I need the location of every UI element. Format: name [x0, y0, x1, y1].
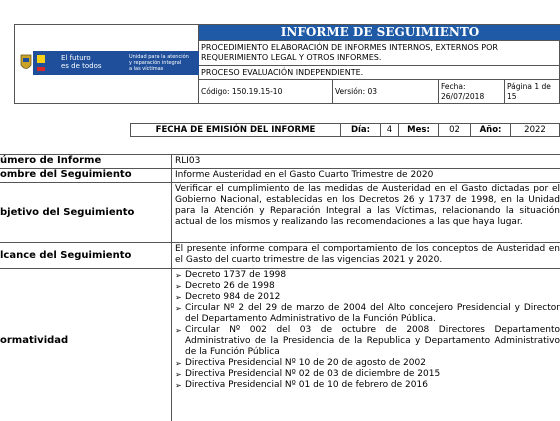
bullet-arrow-icon: ➢ — [175, 304, 182, 313]
scope-label: lcance del Seguimiento — [0, 243, 172, 269]
page-number: Página 1 de 15 — [507, 82, 551, 101]
document-code: Código: 150.19.15-10 — [199, 80, 333, 103]
day-label: Día: — [341, 124, 381, 136]
year-label: Año: — [471, 124, 511, 136]
regulation-item: ➢ Directiva Presidencial Nº 10 de 20 de agosto de 2002 — [175, 358, 426, 368]
regulation-item: ➢ Decreto 984 de 2012 — [175, 292, 281, 302]
regulations-label: ormatividad — [0, 269, 172, 421]
report-details-table — [0, 154, 560, 420]
document-version: Versión: 03 — [333, 80, 439, 103]
tracking-name-label: ombre del Seguimiento — [0, 169, 172, 183]
document-date: Fecha: 26/07/2018 — [439, 80, 505, 103]
bullet-arrow-icon: ➢ — [175, 359, 182, 368]
tracking-name-value: Informe Austeridad en el Gasto Cuarto Trimestre de 2020 — [172, 169, 560, 183]
report-number-value: RLI03 — [172, 155, 560, 169]
month-value: 02 — [439, 124, 471, 136]
procedure-name: PROCEDIMIENTO ELABORACIÓN DE INFORMES INTERNOS, EXTERNOS POR REQUERIMIENTO LEGAL Y OTROS INFORMES. — [199, 40, 560, 66]
day-value: 4 — [381, 124, 399, 136]
bullet-arrow-icon: ➢ — [175, 381, 182, 390]
objective-value: Verificar el cumplimiento de las medidas de Austeridad en el Gasto dictadas por el Gobierno Nacional, establecidas en los Decretos 26 y 1737 de 1998, en la Unidad para la Atención y Reparación Integral a las Víctimas, relacionando la situación actual de los mismos y realizando las recomendaciones a las que haya lugar. — [172, 183, 560, 243]
bullet-arrow-icon: ➢ — [175, 293, 182, 302]
logo-main-text: El futuro es de todos — [61, 54, 102, 70]
year-value: 2022 — [524, 125, 546, 135]
bullet-arrow-icon: ➢ — [175, 326, 182, 335]
emission-date-row — [130, 123, 560, 137]
logo-sub-text: Unidad para la atención y reparación integral a las víctimas — [129, 54, 189, 72]
flag-icon — [37, 55, 45, 71]
report-number-label: úmero de Informe — [0, 155, 172, 169]
regulation-item: ➢ Directiva Presidencial Nº 01 de 10 de febrero de 2016 — [175, 380, 428, 390]
regulation-item: ➢ Decreto 1737 de 1998 — [175, 270, 287, 280]
regulations-list — [172, 269, 560, 421]
bullet-arrow-icon: ➢ — [175, 271, 182, 280]
bullet-arrow-icon: ➢ — [175, 370, 182, 379]
regulation-item: ➢ Circular Nº 2 del 29 de marzo de 2004 del Alto concejero Presidencial y Director del Departamento Administrativo de la Función Pública. — [175, 303, 560, 324]
regulation-item: ➢ Directiva Presidencial Nº 02 de 03 de diciembre de 2015 — [175, 369, 441, 379]
objective-label: bjetivo del Seguimiento — [0, 183, 172, 243]
document-header — [14, 24, 560, 104]
emission-label: FECHA DE EMISIÓN DEL INFORME — [131, 124, 341, 136]
report-title: INFORME DE SEGUIMIENTO — [199, 25, 560, 40]
bullet-arrow-icon: ➢ — [175, 282, 182, 291]
process-name: PROCESO EVALUACIÓN INDEPENDIENTE. — [199, 66, 560, 80]
logo-cell — [15, 25, 199, 103]
logo-band — [33, 51, 199, 75]
coat-of-arms-icon — [19, 53, 33, 73]
regulation-item: ➢ Circular Nº 002 del 03 de octubre de 2008 Directores Departamento Administrativo de la Presidencia de la Republica y Departamento Administrativo de la Función Pública — [175, 325, 560, 357]
scope-value: El presente informe compara el comportamiento de los conceptos de Austeridad en el Gasto del cuarto trimestre de las vigencias 2021 y 2020. — [172, 243, 560, 269]
regulation-item: ➢ Decreto 26 de 1998 — [175, 281, 275, 291]
month-label: Mes: — [399, 124, 439, 136]
